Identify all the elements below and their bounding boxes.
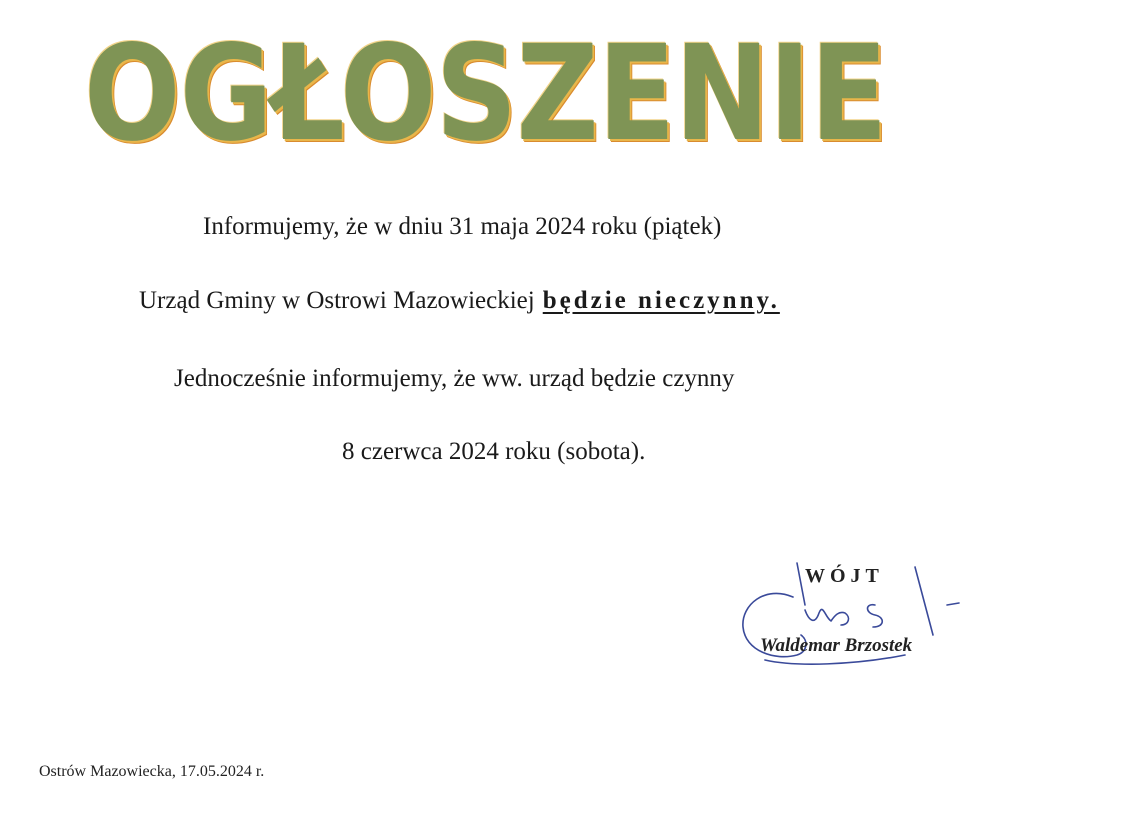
- signature-title: WÓJT: [805, 565, 884, 587]
- notice-line-1-text: Informujemy, że w dniu 31 maja 2024 roku (piątek): [203, 213, 722, 240]
- notice-line-2-prefix: Urząd Gminy w Ostrowi Mazowieckiej: [139, 287, 535, 314]
- notice-line-4-text: 8 czerwca 2024 roku (sobota).: [342, 438, 646, 465]
- signature-name: Waldemar Brzostek: [760, 635, 913, 656]
- place-and-date: Ostrów Mazowiecka, 17.05.2024 r.: [39, 763, 265, 780]
- notice-line-2-text: [139, 286, 780, 316]
- notice-headline: OGŁOSZENIE: [84, 17, 887, 171]
- notice-line-3-text: Jednocześnie informujemy, że ww. urząd będzie czynny: [174, 365, 735, 392]
- closed-emphasis: będzie nieczynny.: [542, 287, 780, 314]
- signature-block: [735, 555, 995, 685]
